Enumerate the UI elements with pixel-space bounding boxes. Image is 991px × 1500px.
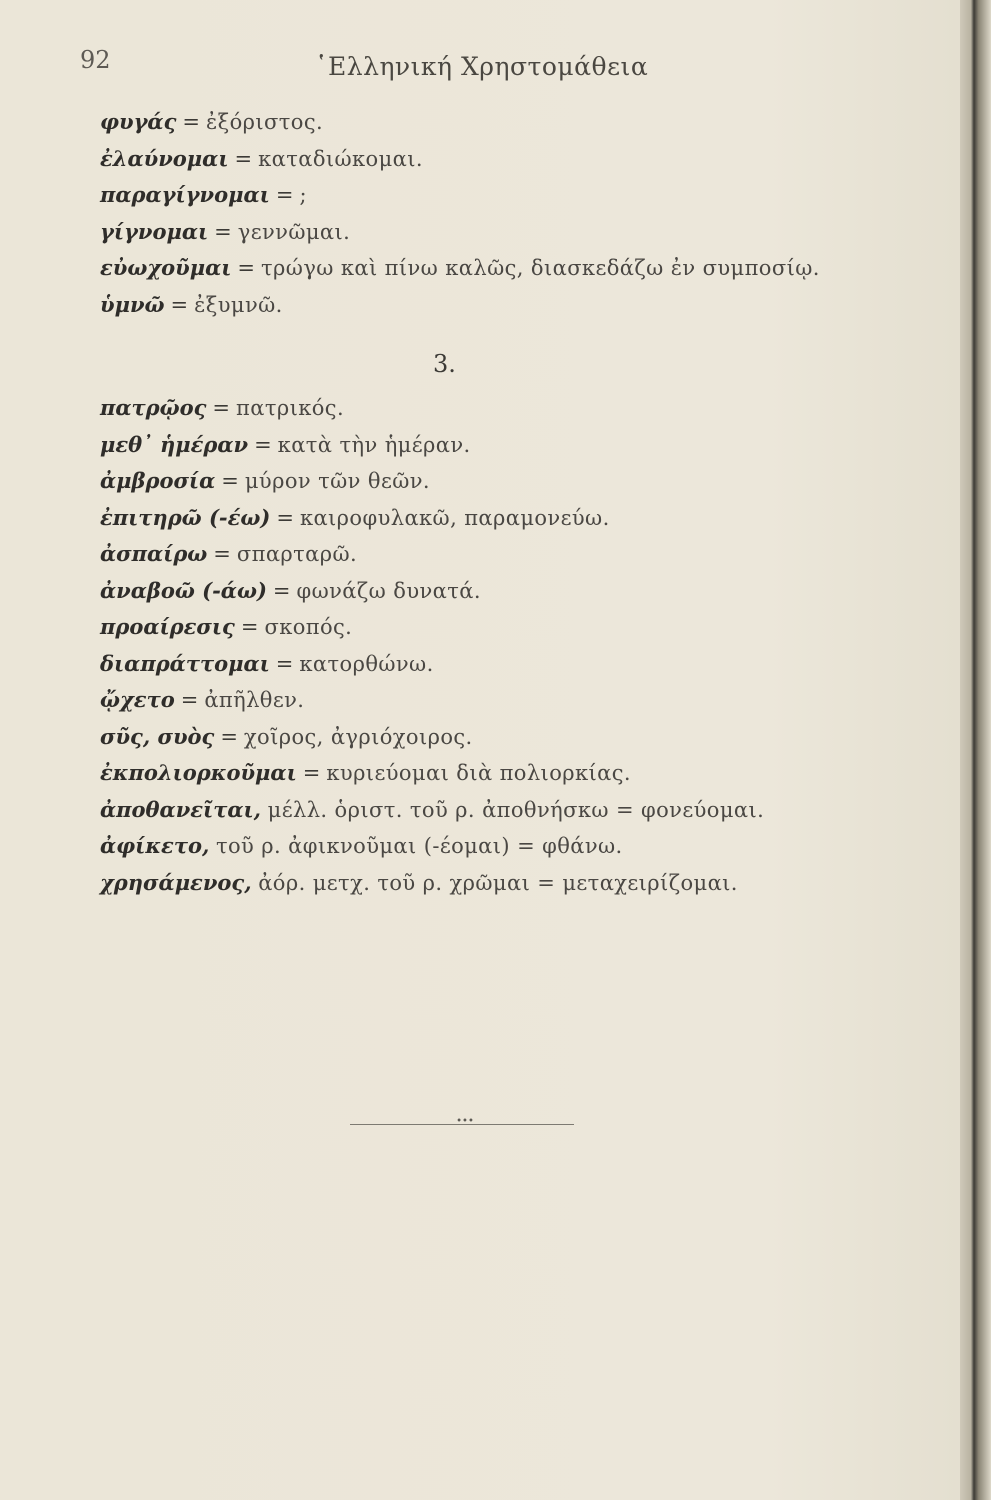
glossary-entry: εὐωχοῦμαι = τρώγω καὶ πίνω καλῶς, διασκεδάζω ἐν συμποσίῳ. — [100, 255, 820, 280]
glossary-entry: σῦς, συὸς = χοῖρος, ἀγριόχοιρος. — [100, 723, 473, 749]
entry-term: ἀσπαίρω — [100, 541, 208, 566]
glossary-entry: ἐπιτηρῶ (-έω) = καιροφυλακῶ, παραμονεύω. — [100, 504, 610, 530]
entry-gloss: ; — [299, 183, 307, 207]
entry-term: γίγνομαι — [100, 218, 209, 244]
entry-gloss: φωνάζω δυνατά. — [296, 578, 481, 603]
entry-term: ἀποθανεῖται, — [100, 796, 261, 822]
entry-gloss: σπαρταρῶ. — [236, 542, 358, 566]
section-number: 3. — [433, 350, 456, 378]
entry-term: ἀμβροσία — [100, 468, 216, 493]
glossary-entry: μεθ᾽ ἡμέραν = κατὰ τὴν ἡμέραν. — [100, 431, 471, 457]
glossary-entry: φυγάς = ἐξόριστος. — [100, 109, 324, 134]
entry-term: διαπράττομαι — [100, 650, 270, 676]
entry-gloss: ἐξυμνῶ. — [194, 292, 283, 317]
glossary-top — [100, 104, 900, 323]
entry-term: ἀφίκετο, — [100, 833, 210, 858]
entry-gloss: κατορθώνω. — [299, 651, 434, 676]
entry-term: ὑμνῶ — [100, 291, 165, 317]
entry-term: ἐκπολιορκοῦμαι — [100, 760, 297, 785]
entry-term: παραγίγνομαι — [100, 182, 270, 207]
glossary-entry: ἀμβροσία = μύρον τῶν θεῶν. — [100, 468, 430, 493]
page-header — [80, 46, 780, 86]
entry-term: εὐωχοῦμαι — [100, 255, 232, 280]
glossary-entry: ἀσπαίρω = σπαρταρῶ. — [100, 541, 358, 566]
glossary-entry: ᾤχετο = ἀπῆλθεν. — [100, 687, 305, 712]
entry-gloss: σκοπός. — [264, 615, 353, 639]
glossary-entry: ἀναβοῶ (-άω) = φωνάζω δυνατά. — [100, 577, 481, 603]
entry-term: χρησάμενος, — [100, 869, 252, 895]
entry-term: προαίρεσις — [100, 614, 235, 639]
entry-gloss: ἐξόριστος. — [206, 110, 324, 134]
entry-gloss: καταδιώκομαι. — [258, 146, 423, 171]
glossary-entry: ἐλαύνομαι = καταδιώκομαι. — [100, 145, 423, 171]
entry-gloss: κατὰ τὴν ἡμέραν. — [277, 432, 471, 457]
entry-gloss: τοῦ ρ. ἀφικνοῦμαι (-έομαι) = φθάνω. — [215, 834, 623, 858]
entry-term: πατρῷος — [100, 395, 207, 420]
entry-gloss: ἀόρ. μετχ. τοῦ ρ. χρῶμαι = μεταχειρίζομαι. — [258, 870, 738, 895]
entry-term: ἐπιτηρῶ (-έω) — [100, 504, 271, 530]
entry-gloss: γεννῶμαι. — [237, 219, 351, 244]
entry-gloss: ἀπῆλθεν. — [204, 688, 305, 712]
entry-term: ἐλαύνομαι — [100, 145, 229, 171]
glossary-entry: πατρῷος = πατρικός. — [100, 395, 345, 420]
book-spine-edge — [960, 0, 991, 1500]
entry-term: ἀναβοῶ (-άω) — [100, 577, 267, 603]
running-title: ῾Ελληνική Χρηστομάθεια — [315, 52, 649, 81]
entry-term: μεθ᾽ ἡμέραν — [100, 431, 249, 457]
entry-term: ᾤχετο — [100, 687, 175, 712]
entry-gloss: κυριεύομαι διὰ πολιορκίας. — [326, 761, 631, 785]
glossary-section-3 — [100, 390, 900, 901]
glossary-entry: διαπράττομαι = κατορθώνω. — [100, 650, 434, 676]
glossary-entry — [100, 865, 900, 902]
entry-gloss: τρώγω καὶ πίνω καλῶς, διασκεδάζω ἐν συμποσίῳ. — [261, 256, 820, 280]
glossary-entry: γίγνομαι = γεννῶμαι. — [100, 218, 351, 244]
entry-gloss: μέλλ. ὁριστ. τοῦ ρ. ἀποθνήσκω = φονεύομαι. — [267, 797, 765, 822]
entry-term: σῦς, συὸς — [100, 723, 215, 749]
glossary-entry: ἐκπολιορκοῦμαι = κυριεύομαι διὰ πολιορκίας. — [100, 760, 631, 785]
glossary-entry — [100, 828, 900, 865]
glossary-entry — [100, 792, 900, 829]
entry-gloss: μύρον τῶν θεῶν. — [244, 469, 430, 493]
entry-term: φυγάς — [100, 109, 177, 134]
glossary-entry: προαίρεσις = σκοπός. — [100, 614, 353, 639]
page-number: 92 — [80, 46, 111, 74]
entry-gloss: χοῖρος, ἀγριόχοιρος. — [243, 724, 473, 749]
entry-gloss: καιροφυλακῶ, παραμονεύω. — [299, 505, 610, 530]
rule-ornament: ••• — [456, 1116, 474, 1127]
glossary-entry: παραγίγνομαι = ; — [100, 182, 307, 207]
glossary-entry: ὑμνῶ = ἐξυμνῶ. — [100, 291, 283, 317]
entry-gloss: πατρικός. — [236, 396, 345, 420]
